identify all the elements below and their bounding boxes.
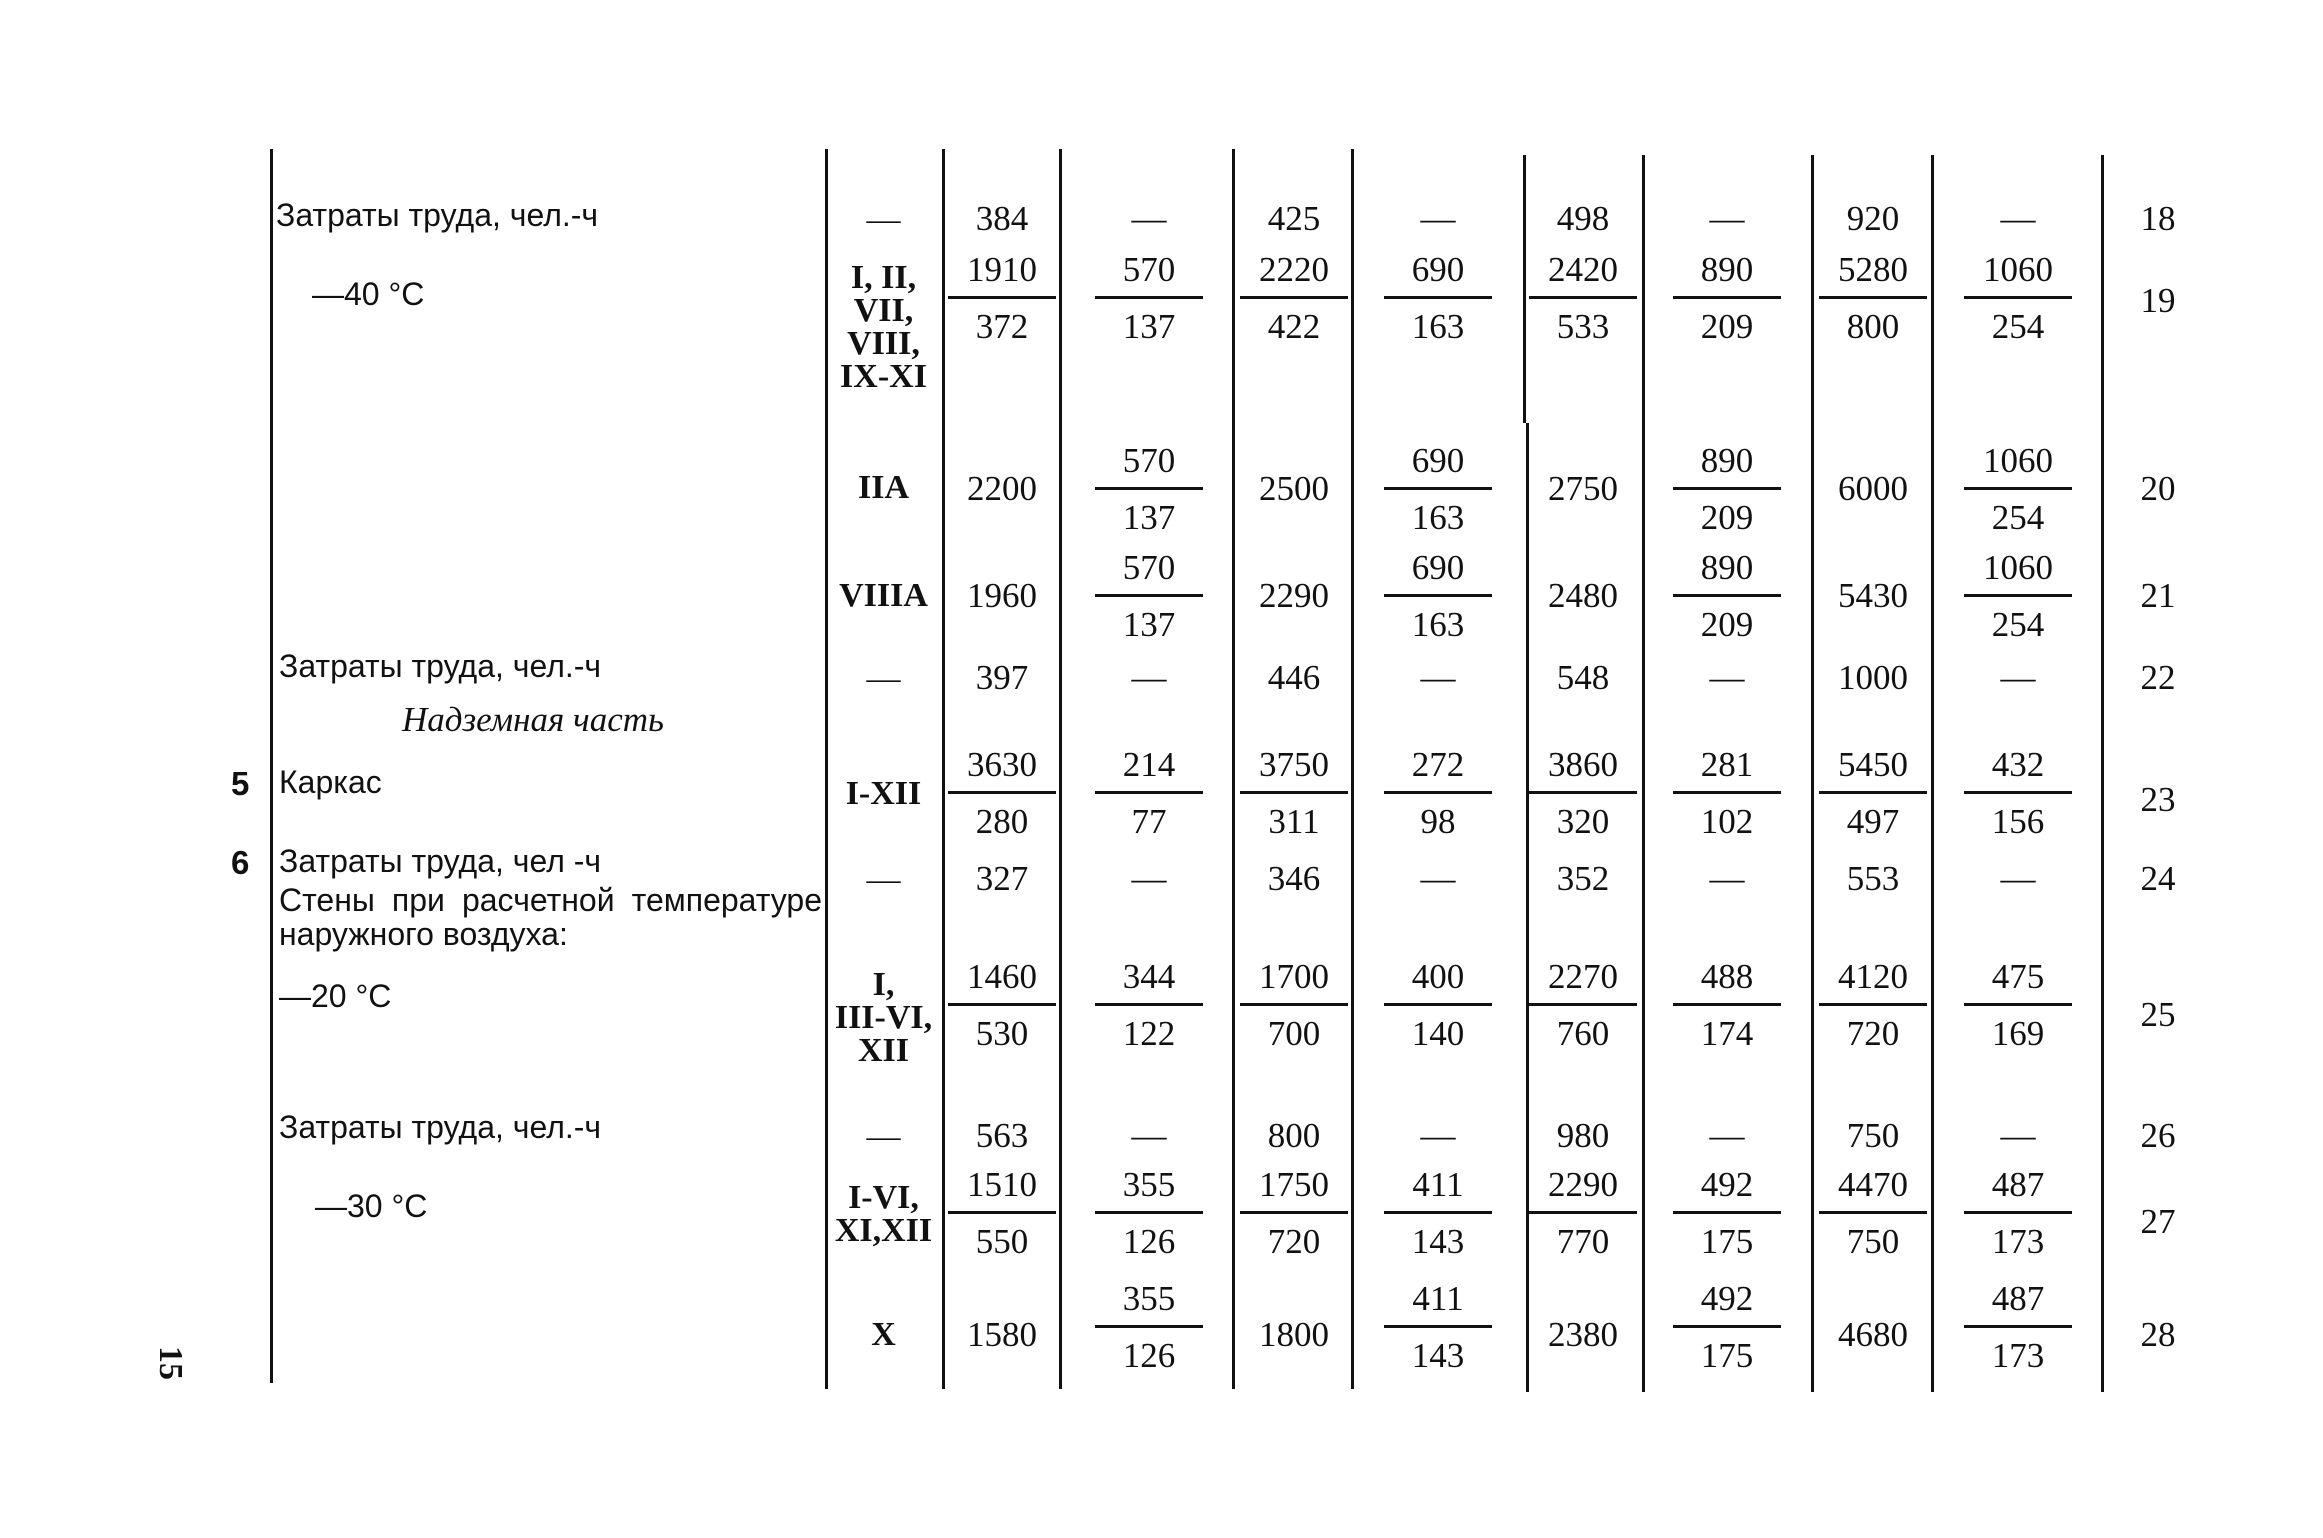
fraction-cell [1958,957,2078,1054]
denominator: 140 [1411,1014,1465,1053]
denominator: 311 [1268,802,1320,841]
value-cell: 800 [1267,1116,1321,1155]
section-number: 5 [231,765,250,802]
denominator: 163 [1411,307,1465,346]
value-cell: 2290 [1259,576,1329,615]
numerator: 2420 [1548,250,1618,289]
row-number: 24 [2140,859,2176,898]
value-cell: — [1131,658,1167,697]
fraction-bar [1240,791,1348,794]
value-cell: 980 [1556,1116,1610,1155]
numerator: 1060 [1983,548,2053,587]
fraction-cell [1523,250,1643,347]
fraction-bar [1964,1211,2072,1214]
value-cell: — [1420,199,1456,238]
fraction-bar [1384,791,1492,794]
row-label: Затраты труда, чел.-ч [276,197,599,233]
fraction-bar [1384,487,1492,490]
numerator: 488 [1700,957,1754,996]
numerator: 281 [1700,745,1754,784]
fraction-bar [1819,1003,1927,1006]
fraction-bar [1964,1003,2072,1006]
numerator: 492 [1700,1165,1754,1204]
denominator: 137 [1122,605,1176,644]
denominator: 77 [1131,802,1167,841]
denominator: 175 [1700,1222,1754,1261]
value-cell: — [2000,199,2036,238]
row-number: 25 [2140,995,2176,1034]
fraction-cell [1089,1279,1209,1376]
numerator: 3630 [967,745,1037,784]
numerator: 5450 [1838,745,1908,784]
fraction-bar [1095,594,1203,597]
value-cell: 2380 [1548,1315,1618,1354]
numerator: 344 [1122,957,1176,996]
category-cell [825,1315,942,1353]
numerator: 1060 [1983,441,2053,480]
fraction-cell [1958,548,2078,645]
value-cell: — [2000,658,2036,697]
fraction-cell [1378,745,1498,842]
fraction-cell [1523,745,1643,842]
fraction-bar [1529,1003,1637,1006]
denominator: 750 [1846,1222,1900,1261]
fraction-cell [1667,548,1787,645]
category-line: XII [857,1032,910,1069]
fraction-cell [1378,548,1498,645]
numerator: 1700 [1259,957,1329,996]
category-line: I, [872,966,895,1003]
numerator: 1060 [1983,250,2053,289]
fraction-cell [1089,745,1209,842]
row-label: Затраты труда, чел.-ч [279,648,602,684]
numerator: 690 [1411,441,1465,480]
row-label: Затраты труда, чел -ч [279,843,602,879]
fraction-cell [942,745,1062,842]
denominator: 422 [1267,307,1321,346]
fraction-bar [948,1211,1056,1214]
value-cell: — [1709,199,1745,238]
fraction-cell [1234,957,1354,1054]
category-cell [825,1117,942,1155]
value-cell: 563 [975,1116,1029,1155]
value-cell: 750 [1846,1116,1900,1155]
numerator: 432 [1991,745,2045,784]
fraction-cell [1378,957,1498,1054]
denominator: 122 [1122,1014,1176,1053]
row-number: 27 [2140,1202,2176,1241]
category-cell [825,774,942,812]
numerator: 1510 [967,1165,1037,1204]
value-cell: 498 [1556,199,1610,238]
fraction-cell [1378,441,1498,538]
row-number: 20 [2140,469,2176,508]
numerator: 690 [1411,250,1465,289]
row-number: 22 [2140,658,2176,697]
fraction-cell [1378,1279,1498,1376]
fraction-bar [1964,791,2072,794]
denominator: 173 [1991,1222,2045,1261]
value-cell: 1960 [967,576,1037,615]
category-line: — [866,200,901,238]
denominator: 700 [1267,1014,1321,1053]
value-cell: — [1709,1116,1745,1155]
fraction-bar [948,1003,1056,1006]
denominator: 126 [1122,1222,1176,1261]
value-cell: 920 [1846,199,1900,238]
fraction-cell [942,957,1062,1054]
fraction-cell [1813,1165,1933,1262]
denominator: 175 [1700,1336,1754,1375]
category-line: VIIIA [839,576,928,614]
fraction-bar [1529,791,1637,794]
category-cell [825,576,942,614]
fraction-cell [1089,1165,1209,1262]
fraction-cell [1958,1165,2078,1262]
value-cell: 548 [1556,658,1610,697]
denominator: 497 [1846,802,1900,841]
fraction-cell [1089,250,1209,347]
row-label: —40 °C [312,276,425,312]
fraction-bar [1384,594,1492,597]
row-number: 28 [2140,1315,2176,1354]
category-line: — [866,1117,901,1155]
value-cell: 2200 [967,469,1037,508]
fraction-bar [1964,296,2072,299]
denominator: 372 [975,307,1029,346]
numerator: 355 [1122,1165,1176,1204]
numerator: 890 [1700,548,1754,587]
denominator: 156 [1991,802,2045,841]
value-cell: — [1420,859,1456,898]
fraction-cell [1378,1165,1498,1262]
numerator: 1910 [967,250,1037,289]
numerator: 5280 [1838,250,1908,289]
numerator: 355 [1122,1279,1176,1318]
value-cell: — [1420,1116,1456,1155]
fraction-bar [1095,1211,1203,1214]
numerator: 3750 [1259,745,1329,784]
numerator: 2290 [1548,1165,1618,1204]
value-cell: 352 [1556,859,1610,898]
fraction-cell [1958,1279,2078,1376]
row-label: Надземная часть [402,700,664,739]
section-number: 6 [231,844,250,881]
numerator: 272 [1411,745,1465,784]
fraction-bar [1673,1211,1781,1214]
numerator: 411 [1412,1165,1464,1204]
row-label: —30 °C [315,1188,428,1224]
denominator: 137 [1122,307,1176,346]
fraction-bar [1819,296,1927,299]
category-line: X [871,1315,896,1353]
category-cell [825,261,942,393]
fraction-cell [1667,1165,1787,1262]
fraction-cell [942,250,1062,347]
fraction-bar [1095,1003,1203,1006]
fraction-bar [1673,487,1781,490]
value-cell: — [1420,658,1456,697]
row-label: —20 °C [279,978,392,1014]
value-cell: 6000 [1838,469,1908,508]
fraction-bar [1673,594,1781,597]
fraction-cell [1813,745,1933,842]
numerator: 411 [1412,1279,1464,1318]
value-cell: — [1709,658,1745,697]
column-rule [2101,155,2104,1392]
value-cell: 1580 [967,1315,1037,1354]
category-line: VIII, [847,325,920,362]
denominator: 163 [1411,605,1465,644]
fraction-cell [942,1165,1062,1262]
value-cell: 384 [975,199,1029,238]
fraction-cell [1813,250,1933,347]
fraction-bar [1529,1211,1637,1214]
numerator: 487 [1991,1165,2045,1204]
description-text: Стены при расчетной температуре наружного воздуха: [279,882,822,952]
fraction-bar [1095,487,1203,490]
denominator: 550 [975,1222,1029,1261]
numerator: 487 [1991,1279,2045,1318]
fraction-cell [1234,1165,1354,1262]
denominator: 209 [1700,605,1754,644]
numerator: 214 [1122,745,1176,784]
fraction-bar [1964,1325,2072,1328]
fraction-bar [1095,1325,1203,1328]
numerator: 492 [1700,1279,1754,1318]
fraction-bar [1384,296,1492,299]
row-number: 18 [2140,199,2176,238]
value-cell: — [1131,1116,1167,1155]
fraction-bar [1673,1325,1781,1328]
denominator: 137 [1122,498,1176,537]
fraction-cell [1523,1165,1643,1262]
category-line: — [866,860,901,898]
value-cell: — [1131,199,1167,238]
denominator: 280 [975,802,1029,841]
fraction-bar [1095,296,1203,299]
fraction-bar [1673,296,1781,299]
fraction-cell [1523,957,1643,1054]
fraction-bar [948,791,1056,794]
category-cell [825,200,942,238]
value-cell: 2500 [1259,469,1329,508]
numerator: 2270 [1548,957,1618,996]
denominator: 320 [1556,802,1610,841]
denominator: 102 [1700,802,1754,841]
numerator: 890 [1700,250,1754,289]
denominator: 530 [975,1014,1029,1053]
fraction-cell [1667,1279,1787,1376]
category-cell [825,860,942,898]
fraction-bar [1964,594,2072,597]
denominator: 173 [1991,1336,2045,1375]
row-number: 19 [2140,281,2176,320]
category-cell [825,1181,942,1247]
denominator: 800 [1846,307,1900,346]
value-cell: 4680 [1838,1315,1908,1354]
numerator: 890 [1700,441,1754,480]
value-cell: 2480 [1548,576,1618,615]
page-number: 15 [152,1346,189,1380]
fraction-bar [1240,296,1348,299]
fraction-cell [1667,250,1787,347]
category-line: IX-XI [840,358,927,395]
numerator: 400 [1411,957,1465,996]
category-line: I, II, [850,259,917,296]
value-cell: 553 [1846,859,1900,898]
fraction-bar [1240,1211,1348,1214]
denominator: 174 [1700,1014,1754,1053]
numerator: 2220 [1259,250,1329,289]
fraction-cell [1378,250,1498,347]
denominator: 126 [1122,1336,1176,1375]
fraction-cell [1667,441,1787,538]
fraction-bar [1673,791,1781,794]
fraction-bar [1240,1003,1348,1006]
row-number: 21 [2140,576,2176,615]
denominator: 254 [1991,605,2045,644]
denominator: 98 [1420,802,1456,841]
fraction-cell [1813,957,1933,1054]
category-cell [825,468,942,506]
category-line: XI,XII [834,1212,933,1249]
denominator: 209 [1700,307,1754,346]
numerator: 3860 [1548,745,1618,784]
fraction-bar [1673,1003,1781,1006]
value-cell: 346 [1267,859,1321,898]
numerator: 1460 [967,957,1037,996]
fraction-bar [1529,296,1637,299]
fraction-cell [1089,548,1209,645]
value-cell: — [1131,859,1167,898]
fraction-bar [1964,487,2072,490]
fraction-cell [1958,441,2078,538]
numerator: 1750 [1259,1165,1329,1204]
category-line: VII, [853,292,914,329]
denominator: 720 [1846,1014,1900,1053]
numerator: 475 [1991,957,2045,996]
numerator: 570 [1122,441,1176,480]
numerator: 4120 [1838,957,1908,996]
fraction-cell [1667,957,1787,1054]
fraction-cell [1958,250,2078,347]
row-number: 23 [2140,780,2176,819]
numerator: 570 [1122,250,1176,289]
fraction-bar [1819,791,1927,794]
denominator: 254 [1991,498,2045,537]
value-cell: 5430 [1838,576,1908,615]
category-line: I-XII [845,774,922,812]
category-line: I-VI, [848,1179,919,1216]
denominator: 163 [1411,498,1465,537]
category-line: — [866,659,901,697]
denominator: 143 [1411,1336,1465,1375]
fraction-bar [1819,1211,1927,1214]
numerator: 4470 [1838,1165,1908,1204]
denominator: 209 [1700,498,1754,537]
value-cell: — [2000,859,2036,898]
fraction-bar [1384,1003,1492,1006]
fraction-bar [1095,791,1203,794]
fraction-cell [1234,745,1354,842]
value-cell: 446 [1267,658,1321,697]
value-cell: — [1709,859,1745,898]
value-cell: 1000 [1838,658,1908,697]
value-cell: 327 [975,859,1029,898]
row-number: 26 [2140,1116,2176,1155]
denominator: 533 [1556,307,1610,346]
fraction-bar [1384,1211,1492,1214]
value-cell: 1800 [1259,1315,1329,1354]
row-label: Затраты труда, чел.-ч [279,1109,602,1145]
value-cell: 397 [975,658,1029,697]
denominator: 254 [1991,307,2045,346]
denominator: 169 [1991,1014,2045,1053]
denominator: 760 [1556,1014,1610,1053]
fraction-cell [1089,441,1209,538]
fraction-bar [948,296,1056,299]
category-cell [825,659,942,697]
value-cell: 2750 [1548,469,1618,508]
denominator: 720 [1267,1222,1321,1261]
category-line: IIA [857,468,910,506]
denominator: 143 [1411,1222,1465,1261]
numerator: 570 [1122,548,1176,587]
value-cell: — [2000,1116,2036,1155]
fraction-cell [1958,745,2078,842]
fraction-cell [1234,250,1354,347]
numerator: 690 [1411,548,1465,587]
denominator: 770 [1556,1222,1610,1261]
category-line: III-VI, [834,999,933,1036]
fraction-cell [1667,745,1787,842]
fraction-cell [1089,957,1209,1054]
row-label: Каркас [279,764,382,800]
column-rule [270,149,273,1383]
fraction-bar [1384,1325,1492,1328]
category-cell [825,968,942,1067]
value-cell: 425 [1267,199,1321,238]
